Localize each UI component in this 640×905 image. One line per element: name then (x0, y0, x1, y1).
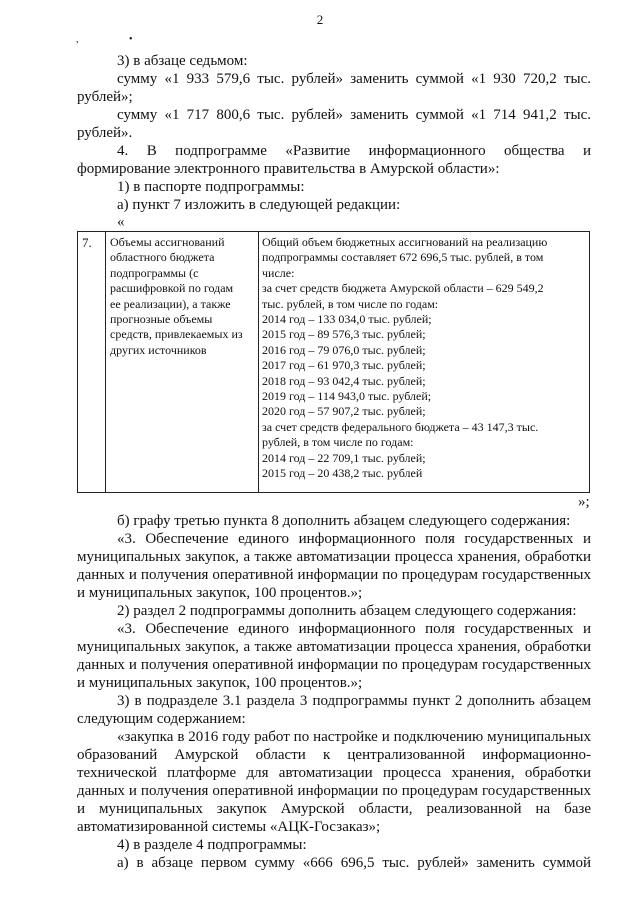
cell-line: Общий объем бюджетных ассигнований на реализацию (262, 235, 548, 249)
cell-line: прогнозные объемы (110, 312, 213, 327)
cell-line: областного бюджета (110, 250, 215, 265)
cell-line: 2018 год – 93 042,4 тыс. рублей; (262, 373, 426, 388)
cell-line: ее реализации), а также (110, 296, 231, 311)
text-line: муниципальных закупок, а также автоматизации процесса хранения, обработки (77, 639, 591, 655)
cell-line: тыс. рублей, в том числе по годам: (262, 296, 439, 311)
row-title (110, 235, 258, 358)
text-line: а) пункт 7 изложить в следующей редакции: (117, 197, 401, 213)
text-line: данных и получения оперативной информации по процедурам государственных (77, 783, 591, 799)
cell-line: 2015 год – 20 438,2 тыс. рублей (262, 466, 423, 481)
text-line: и муниципальных закупок, 100 процентов.»; (77, 585, 363, 601)
text-line: б) графу третью пункта 8 дополнить абзацем следующего содержания: (117, 513, 571, 529)
cell-line: подпрограммы (с (110, 265, 199, 280)
text-line: и муниципальных закупок Амурской области, реализованной на базе (77, 801, 591, 817)
text-line: рублей»; (77, 89, 133, 105)
row-content (262, 235, 587, 482)
margin-marks: , • (76, 34, 157, 45)
cell-line: за счет средств федерального бюджета – 43 147,3 тыс. (262, 419, 539, 434)
row-number: 7. (82, 235, 92, 250)
text-line: данных и получения оперативной информации по процедурам государственных (77, 567, 591, 583)
text-line: формирование электронного правительства в Амурской области»: (77, 161, 500, 177)
text-line: следующим содержанием: (77, 711, 246, 727)
table-divider (258, 232, 259, 492)
page-number: 2 (316, 12, 324, 27)
cell-line: средств, привлекаемых из (110, 327, 243, 342)
cell-line: 2014 год – 22 709,1 тыс. рублей; (262, 450, 426, 465)
cell-line: 2014 год – 133 034,0 тыс. рублей; (262, 312, 432, 327)
cell-line: 2019 год – 114 943,0 тыс. рублей; (262, 389, 432, 404)
cell-line: рублей, в том числе по годам: (262, 435, 414, 450)
text-line: «3. Обеспечение единого информационного поля государственных и (117, 531, 591, 547)
text-line: 2) раздел 2 подпрограммы дополнить абзацем следующего содержания: (117, 603, 577, 619)
text-line: сумму «1 717 800,6 тыс. рублей» заменить суммой «1 714 941,2 тыс. (117, 107, 591, 123)
text-line: и муниципальных закупок, 100 процентов.»; (77, 675, 363, 691)
cell-line: 2016 год – 79 076,0 тыс. рублей; (262, 342, 426, 357)
text-line: а) в абзаце первом сумму «666 696,5 тыс. рублей» заменить суммой (117, 855, 591, 871)
text-line: автоматизированной системы «АЦК-Госзаказ»; (77, 819, 381, 835)
text-line: 3) в подразделе 3.1 раздела 3 подпрограммы пункт 2 дополнить абзацем (117, 693, 591, 709)
cell-line: 2020 год – 57 907,2 тыс. рублей; (262, 404, 426, 419)
text-line: технической платформе для автоматизации процесса хранения, обработки (77, 765, 591, 781)
budget-table (77, 231, 590, 493)
text-line: 1) в паспорте подпрограммы: (117, 179, 305, 195)
cell-line: подпрограммы составляет 672 696,5 тыс. рублей, в том (262, 250, 544, 265)
text-line: рублей». (77, 125, 133, 141)
cell-line: Объемы ассигнований (110, 235, 225, 249)
text-line: 4. В подпрограмме «Развитие информационного общества и (117, 143, 591, 159)
cell-line: числе: (262, 265, 295, 280)
text-line: сумму «1 933 579,6 тыс. рублей» заменить суммой «1 930 720,2 тыс. (117, 71, 591, 87)
close-quote: »; (578, 494, 590, 510)
text-line: «закупка в 2016 году работ по настройке и подключению муниципальных (117, 729, 591, 745)
table-divider (105, 232, 106, 492)
text-line: муниципальных закупок, а также автоматизации процесса хранения, обработки (77, 549, 591, 565)
cell-line: расшифровкой по годам (110, 281, 234, 296)
text-line: 3) в абзаце седьмом: (117, 53, 248, 69)
text-line: образований Амурской области к централизованной информационно- (77, 747, 591, 763)
text-line: «3. Обеспечение единого информационного поля государственных и (117, 621, 591, 637)
open-quote: « (117, 214, 125, 230)
text-line: данных и получения оперативной информации по процедурам государственных (77, 657, 591, 673)
cell-line: 2017 год – 61 970,3 тыс. рублей; (262, 358, 426, 373)
cell-line: 2015 год – 89 576,3 тыс. рублей; (262, 327, 426, 342)
cell-line: за счет средств бюджета Амурской области – 629 549,2 (262, 281, 544, 296)
text-line: 4) в разделе 4 подпрограммы: (117, 837, 307, 853)
cell-line: других источников (110, 342, 207, 357)
